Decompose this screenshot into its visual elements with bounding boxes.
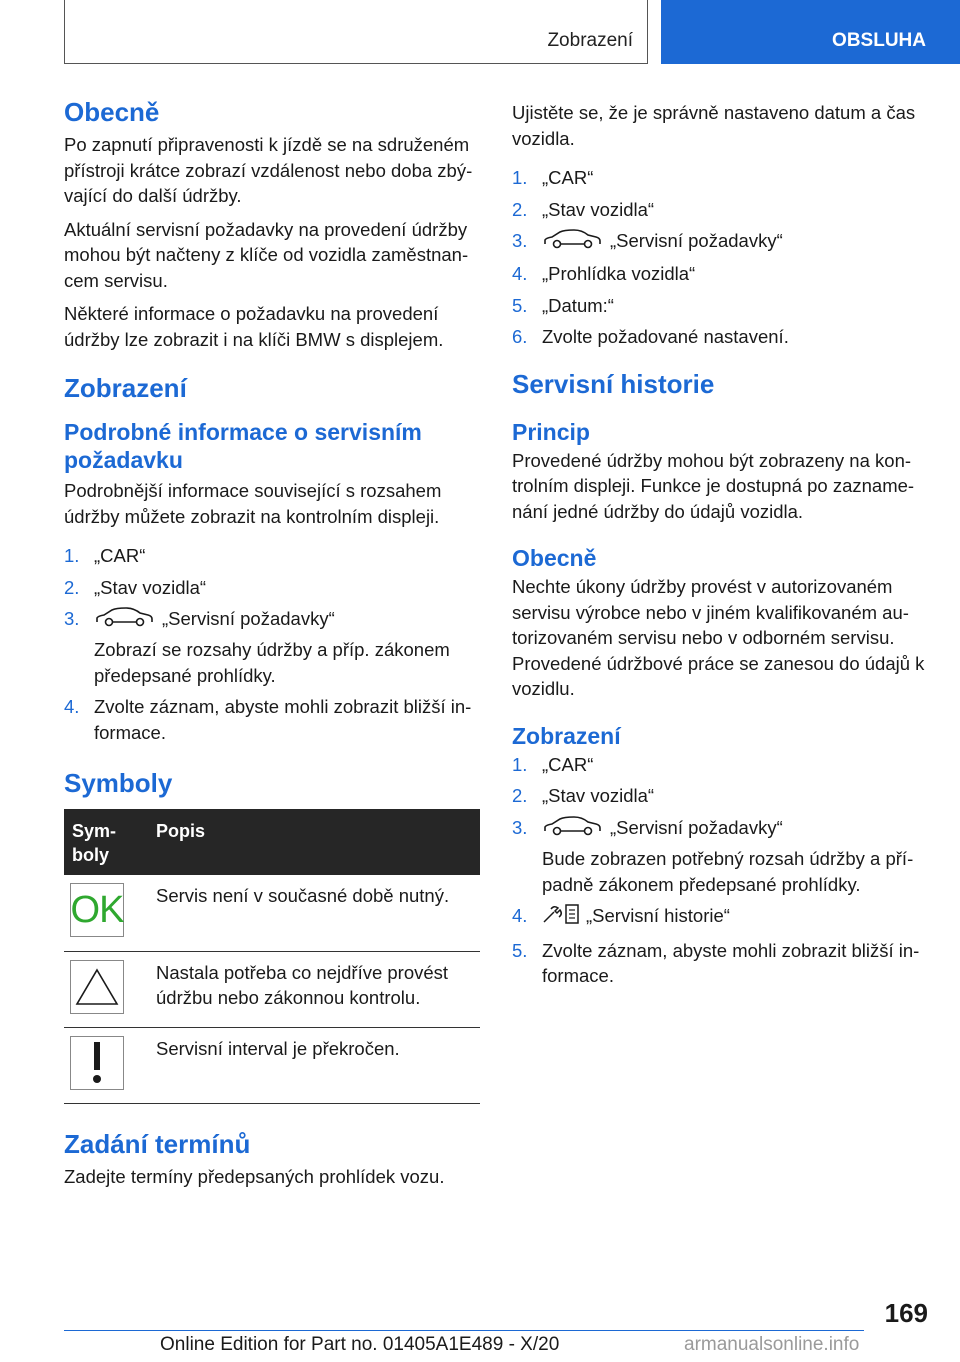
service-history-icon [542, 903, 580, 932]
step-text: „Stav vozidla“ [94, 576, 207, 598]
heading-podrobne: Podrobné informace o servisním požadavku [64, 419, 422, 473]
right-column [512, 100, 928, 995]
step-number: 1. [512, 753, 528, 775]
list-item [64, 575, 480, 601]
ok-label: OK [70, 889, 124, 932]
step-text: Zvolte záznam, abyste mohli zobrazit bližší in‐formace. [542, 939, 920, 987]
list-item [512, 165, 928, 191]
heading-zobrazeni-2: Zobrazení [512, 722, 621, 749]
step-number: 2. [64, 576, 80, 598]
table-row [64, 951, 480, 1027]
paragraph: Podrobnější informace související s rozsahem údržby můžete zobrazit na kontrolním displeji. [64, 480, 442, 527]
list-item [512, 815, 928, 897]
header-tab[interactable] [661, 0, 960, 64]
list-item [512, 228, 928, 255]
step-subtext: Zobrazí se rozsahy údržby a příp. zákonem předepsané prohlídky. [94, 639, 450, 686]
step-text: „Stav vozidla“ [542, 785, 655, 807]
page-number: 169 [884, 1298, 928, 1328]
step-text: „CAR“ [542, 753, 594, 775]
heading-servisni-historie: Servisní historie [512, 368, 715, 399]
step-text: „Stav vozidla“ [542, 198, 655, 220]
list-item [512, 903, 928, 932]
footer-divider [64, 1330, 864, 1331]
heading-obecne: Obecně [64, 97, 160, 127]
step-text: „Prohlídka vozidla“ [542, 263, 696, 285]
heading-obecne-2: Obecně [512, 545, 597, 572]
step-number: 4. [512, 905, 528, 927]
car-icon [94, 607, 154, 634]
warning-triangle-icon [70, 960, 124, 1014]
steps-list [512, 752, 928, 989]
steps-list [512, 165, 928, 350]
paragraph: Provedené údržby mohou být zobrazeny na kon‐trolním displeji. Funkce je dostupná po zazname‐nání jedné údržby do údajů vozidla. [512, 449, 915, 522]
ok-icon [70, 883, 124, 937]
step-number: 1. [64, 545, 80, 566]
step-number: 3. [512, 230, 528, 251]
left-column [64, 96, 480, 1197]
table-cell-description: Nastala potřeba co nejdříve provést údržbu nebo zákonnou kontrolu. [148, 951, 480, 1027]
step-number: 1. [512, 167, 528, 188]
heading-princip: Princip [512, 418, 590, 445]
heading-zobrazeni: Zobrazení [64, 373, 187, 403]
step-number: 4. [64, 696, 80, 718]
paragraph: Některé informace o požadavku na provedení údržby lze zobrazit i na klíči BMW s displejem. [64, 303, 444, 350]
list-item [64, 606, 480, 688]
list-item [512, 783, 928, 809]
paragraph: Nechte úkony údržby provést v autorizovaném servisu výrobce nebo v jiném kvalifikovaném au‐torizovaném servisu nebo v odborném servisu. Provedené údržbové práce se zanesou do údajů k vozidlu. [512, 576, 925, 700]
step-number: 5. [512, 939, 528, 961]
car-icon [542, 229, 602, 256]
table-row [64, 1027, 480, 1103]
list-item [512, 324, 928, 350]
list-item [512, 293, 928, 319]
paragraph: Zadejte termíny předepsaných prohlídek vozu. [64, 1165, 445, 1187]
header-section-label: Zobrazení [547, 30, 633, 51]
step-number: 2. [512, 198, 528, 220]
step-text: „Datum:“ [542, 294, 614, 316]
step-number: 6. [512, 326, 528, 348]
step-text: „CAR“ [542, 167, 594, 188]
step-number: 3. [64, 608, 80, 629]
list-item [512, 752, 928, 778]
table-header-description: Popis [148, 809, 480, 875]
exclamation-icon [70, 1036, 124, 1090]
step-number: 2. [512, 785, 528, 807]
table-row [64, 875, 480, 951]
symbols-table [64, 809, 480, 1104]
paragraph: Aktuální servisní požadavky na provedení údržby mohou být načteny z klíče od vozidla zaměstnan‐cem servisu. [64, 218, 469, 291]
step-text: Zvolte záznam, abyste mohli zobrazit bližší in‐formace. [94, 696, 472, 743]
footer-edition: Online Edition for Part no. 01405A1E489 - X/20 [160, 1334, 560, 1355]
step-number: 4. [512, 263, 528, 285]
heading-symboly: Symboly [64, 768, 173, 799]
step-subtext: Bude zobrazen potřebný rozsah údržby a pří‐padně zákonem předepsané prohlídky. [542, 848, 914, 895]
table-header-symbols: Sym‐boly [64, 809, 148, 875]
step-text: „Servisní požadavky“ [610, 230, 783, 251]
table-cell-description: Servis není v současné době nutný. [148, 875, 480, 951]
list-item [512, 261, 928, 287]
heading-zadani: Zadání termínů [64, 1128, 251, 1159]
step-text: „Servisní požadavky“ [610, 816, 783, 838]
header-section-box [64, 0, 648, 64]
step-text: Zvolte požadované nastavení. [542, 326, 789, 348]
list-item [512, 938, 928, 989]
list-item [64, 694, 480, 745]
paragraph: Ujistěte se, že je správně nastaveno datum a čas vozidla. [512, 102, 916, 149]
footer-watermark: armanualsonline.info [684, 1334, 860, 1355]
step-text: „Servisní požadavky“ [162, 608, 335, 629]
step-text: „Servisní historie“ [586, 905, 730, 927]
header-tab-label: OBSLUHA [832, 30, 926, 51]
step-number: 3. [512, 816, 528, 838]
paragraph: Po zapnutí připravenosti k jízdě se na sdruženém přístroji krátce zobrazí vzdálenost nebo doba zbý‐vající do další údržby. [64, 134, 473, 206]
step-number: 5. [512, 294, 528, 316]
steps-list [64, 543, 480, 745]
list-item [64, 543, 480, 569]
table-cell-description: Servisní interval je překročen. [148, 1027, 480, 1103]
step-text: „CAR“ [94, 545, 146, 566]
car-icon [542, 816, 602, 843]
list-item [512, 197, 928, 223]
